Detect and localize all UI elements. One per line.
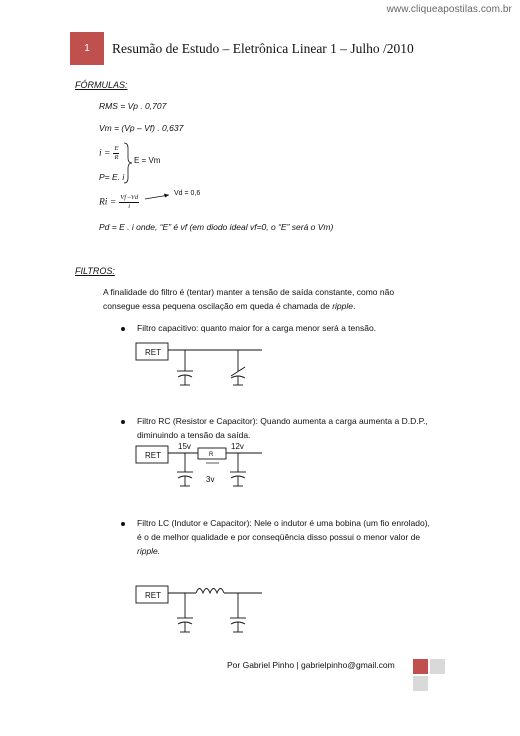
filter-item-lc: [137, 516, 467, 558]
inductor-symbol: [196, 589, 224, 594]
rc-filter-diagram: [130, 440, 270, 494]
filters-intro-line2-text: consegue essa pequena oscilação em queda é chamada de: [103, 301, 333, 311]
site-watermark: www.cliqueapostilas.com.br: [386, 4, 512, 15]
capacitive-filter-diagram: [130, 340, 270, 392]
formula-ri-lhs: Ri =: [99, 197, 117, 208]
footer-accent-square: [413, 659, 428, 674]
formula-ri-numerator: Vf –Vd: [120, 194, 139, 201]
formula-rms: RMS = Vp . 0,707: [99, 101, 167, 111]
diagram-ret-label: RET: [145, 348, 161, 357]
document-title: Resumão de Estudo – Eletrônica Linear 1 – Julho /2010: [112, 41, 414, 56]
filter-item-lc-line1: Filtro LC (Indutor e Capacitor): Nele o indutor é uma bobina (um fio enrolado),: [137, 518, 430, 528]
rc-output-voltage: 12v: [231, 442, 244, 451]
page-number-badge: [70, 32, 104, 65]
filters-intro-end: .: [353, 301, 356, 311]
bullet-icon: [121, 327, 125, 331]
formula-current-numerator: E: [114, 145, 119, 152]
formula-ri-denominator: i: [128, 203, 131, 210]
formulas-heading: FÓRMULAS:: [75, 80, 128, 90]
diagram-ret-label: RET: [145, 451, 161, 460]
footer-gray-square: [413, 676, 428, 691]
formula-current: [99, 145, 119, 162]
lc-filter-diagram: [130, 580, 270, 640]
vd-arrow: [144, 191, 174, 201]
filters-heading: FILTROS:: [75, 266, 115, 276]
filter-item-lc-line2: é o de melhor qualidade e por conseqüência disso possui o menor valor de: [137, 532, 421, 542]
bullet-icon: [121, 522, 125, 526]
page-number: 1: [84, 43, 90, 54]
formula-power: P= E. i: [99, 172, 125, 182]
filters-intro-ripple: ripple: [332, 301, 353, 311]
diagram-ret-label: RET: [145, 591, 161, 600]
rc-voltage-drop: 3v: [206, 475, 215, 484]
filter-item-rc-line2: diminuindo a tensão da saída.: [137, 430, 251, 440]
filters-intro-line1: A finalidade do filtro é (tentar) manter a tensão de saída constante, como não: [103, 287, 395, 297]
filter-item-rc: [137, 414, 457, 442]
brace-note: E = Vm: [134, 156, 161, 165]
filter-item-rc-line1: Filtro RC (Resistor e Capacitor): Quando aumenta a carga aumenta a D.D.P.,: [137, 416, 428, 426]
resistor-label: R: [209, 452, 214, 458]
bullet-icon: [121, 420, 125, 424]
formula-pd: Pd = E . i onde, “E” é vf (em diodo ideal vf=0, o “E” será o Vm): [99, 222, 334, 232]
formula-ri-fraction: [119, 194, 139, 211]
filters-intro-line2: [103, 299, 443, 313]
filter-item-lc-line3: ripple.: [137, 546, 161, 556]
formula-current-fraction: [113, 145, 119, 162]
filters-intro: [103, 285, 443, 313]
vd-note: Vd = 0,6: [174, 190, 201, 197]
footer-gray-square: [430, 659, 445, 674]
rc-input-voltage: 15v: [178, 442, 191, 451]
formula-current-lhs: i =: [99, 148, 111, 159]
filter-item-capacitive: Filtro capacitivo: quanto maior for a carga menor será a tensão.: [137, 323, 377, 333]
footer-author: Por Gabriel Pinho | gabrielpinho@gmail.com: [227, 660, 395, 670]
formula-vm: Vm = (Vp – Vf) . 0,637: [99, 123, 184, 133]
formula-ri: [99, 194, 139, 211]
formula-current-denominator: R: [114, 154, 119, 161]
